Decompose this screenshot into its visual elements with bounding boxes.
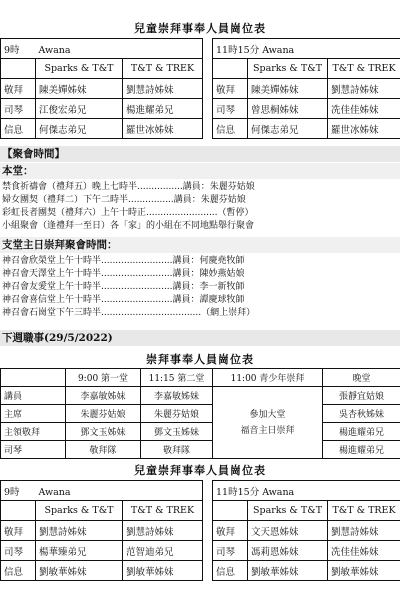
table-cell: 陳美嬋姊妹 — [36, 79, 123, 99]
roster1-col-a-right: Sparks & T&T — [248, 59, 328, 79]
table-cell: 敬拜 — [213, 521, 248, 541]
table-cell: 劉慧詩姊妹 — [123, 521, 203, 541]
table-cell: 主席 — [1, 405, 66, 423]
branch-line: 神召會天澤堂上午十時半.........................講員：陳妙燕姑娘 — [2, 269, 245, 279]
branch-line: 神召會欣榮堂上午十時半.........................講員：何慶堯牧師 — [2, 256, 245, 266]
youth-note-cell — [213, 387, 323, 459]
table-cell: 楊進耀弟兄 — [323, 423, 400, 441]
roster1-right-header: 11時15分 Awana — [213, 39, 400, 59]
youth-note-1: 參加大堂 — [249, 409, 286, 420]
table-cell: 朱麗芬姑娘 — [66, 405, 141, 423]
table-cell: 冼佳佳姊妹 — [328, 541, 400, 561]
table-cell: 李嘉敏姊妹 — [66, 387, 141, 405]
next-week-heading: 下週職事(29/5/2022) — [0, 330, 400, 346]
table-cell: 楊進耀弟兄 — [123, 99, 203, 119]
table-cell: 講員 — [1, 387, 66, 405]
table-cell: 敬拜 — [213, 79, 248, 99]
table-cell: 劉敏華姊妹 — [328, 561, 400, 581]
table-cell: 敬拜隊 — [141, 441, 213, 459]
table-cell: 劉慧詩姊妹 — [328, 79, 400, 99]
next-week-table — [0, 368, 400, 459]
roster2-right-header: 11時15分 Awana — [213, 481, 400, 501]
branch-heading: 支堂主日崇拜聚會時間： — [0, 237, 400, 253]
branch-line: 神召會石崗堂下午三時半...................................（網上崇拜） — [2, 308, 256, 318]
table-cell: 楊華臻弟兄 — [36, 541, 123, 561]
roster2-col-a: Sparks & T&T — [36, 501, 123, 521]
table-cell: 司琴 — [1, 441, 66, 459]
table-cell: 鄧文玉姊妹 — [141, 423, 213, 441]
table-cell: 司琴 — [213, 99, 248, 119]
branch-line: 神召會友愛堂上午十時半.........................講員：李一新牧師 — [2, 282, 245, 292]
column-header: 11:00 青少年崇拜 — [213, 369, 323, 387]
roster2-col-a-right: Sparks & T&T — [248, 501, 328, 521]
table-cell: 劉敏華姊妹 — [123, 561, 203, 581]
roster2-title: 兒童崇拜事奉人員崗位表 — [134, 464, 266, 477]
table-cell: 羅世冰姊妹 — [328, 119, 400, 139]
table-cell: 敬拜 — [1, 521, 36, 541]
table-cell: 劉敏華姊妹 — [36, 561, 123, 581]
meeting-line: 禁食祈禱會（禮拜五）晚上七時半................講員：朱麗芬姑娘 — [2, 182, 255, 192]
table-cell: 朱麗芬姑娘 — [141, 405, 213, 423]
roster1-left-header: 9時 Awana — [1, 39, 203, 59]
next-week-title: 崇拜事奉人員崗位表 — [146, 353, 254, 366]
table-cell: 曾思桐姊妹 — [248, 99, 328, 119]
table-cell: 何傑志弟兄 — [248, 119, 328, 139]
column-header: 11:15 第二堂 — [141, 369, 213, 387]
table-cell: 主領敬拜 — [1, 423, 66, 441]
table-cell: 信息 — [1, 119, 36, 139]
table-cell: 劉慧詩姊妹 — [36, 521, 123, 541]
table-cell: 敬拜隊 — [66, 441, 141, 459]
roster1-col-b: T&T & TREK — [123, 59, 203, 79]
main-hall-heading: 本堂： — [0, 163, 400, 179]
table-cell: 信息 — [213, 561, 248, 581]
table-cell: 楊進耀弟兄 — [323, 441, 400, 459]
meeting-line: 小組聚會（逢禮拜一至日）各「家」的小組在不同地點舉行聚會 — [2, 221, 255, 231]
roster1-table — [0, 38, 400, 139]
roster2-col-b-right: T&T & TREK — [328, 501, 400, 521]
roster1-col-a: Sparks & T&T — [36, 59, 123, 79]
roster1-col-b-right: T&T & TREK — [328, 59, 400, 79]
table-cell: 范智迪弟兄 — [123, 541, 203, 561]
roster2-table — [0, 480, 400, 581]
roster2-left-header: 9時 Awana — [1, 481, 203, 501]
table-cell: 張靜宜姑娘 — [323, 387, 400, 405]
table-cell: 信息 — [1, 561, 36, 581]
table-cell: 李嘉敏姊妹 — [141, 387, 213, 405]
table-cell: 何傑志弟兄 — [36, 119, 123, 139]
meeting-line: 婦女團契（禮拜二）下午二時半................講員：朱麗芬姑娘 — [2, 195, 246, 205]
table-cell: 冼佳佳姊妹 — [328, 99, 400, 119]
table-cell: 羅世冰姊妹 — [123, 119, 203, 139]
branch-line: 神召會喜信堂上午十時半.........................講員：譚慶球牧師 — [2, 295, 245, 305]
table-cell: 劉敏華姊妹 — [248, 561, 328, 581]
table-cell: 信息 — [213, 119, 248, 139]
table-cell: 文天恩姊妹 — [248, 521, 328, 541]
roster2-col-b: T&T & TREK — [123, 501, 203, 521]
table-cell: 司琴 — [1, 99, 36, 119]
table-cell: 司琴 — [213, 541, 248, 561]
table-cell: 鄧文玉姊妹 — [66, 423, 141, 441]
table-cell: 馮莉恩姊妹 — [248, 541, 328, 561]
youth-note-2: 福音主日崇拜 — [240, 425, 295, 436]
table-cell: 劉慧詩姊妹 — [328, 521, 400, 541]
table-cell: 劉慧詩姊妹 — [123, 79, 203, 99]
table-cell: 敬拜 — [1, 79, 36, 99]
column-header: 9:00 第一堂 — [66, 369, 141, 387]
table-cell: 司琴 — [1, 541, 36, 561]
roster1-title: 兒童崇拜事奉人員崗位表 — [134, 22, 266, 35]
table-cell: 吳杏秋姊妹 — [323, 405, 400, 423]
table-cell: 江俊宏弟兄 — [36, 99, 123, 119]
column-header: 晚堂 — [323, 369, 400, 387]
table-cell: 陳美嬋姊妹 — [248, 79, 328, 99]
meetings-heading: 【聚會時間】 — [0, 146, 400, 162]
meeting-line: 彩虹長者團契（禮拜六）上午十時正.........................（暫停） — [2, 208, 254, 218]
